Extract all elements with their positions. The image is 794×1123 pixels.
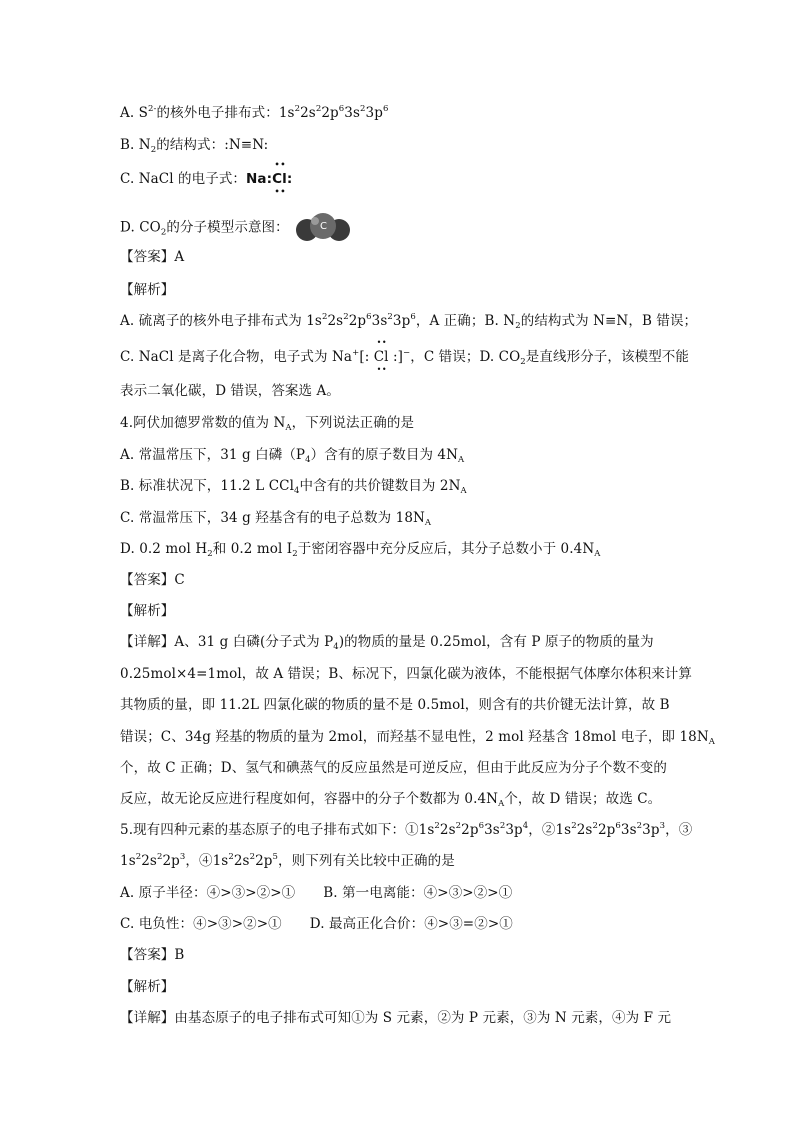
q4-detail-3: 其物质的量，即 11.2L 四氯化碳的物质的量不是 0.5mol，则含有的共价键无法计算，故 B: [120, 697, 670, 713]
q3-explanation-2: C. NaCl 是离子化合物，电子式为 Na+ • • [: Cl :] • • −，C 错误；D. $CO_2$是直线形分子，该模型不能: [120, 338, 689, 374]
q5-stem-line-1: 5.现有四种元素的基态原子的电子排布式如下：$①1s^22s^22p^63s^23p^4$，$②1s^22s^22p^63s^23p^3$，③: [120, 821, 693, 838]
q5-option-c: C. 电负性：④>③>②>①: [120, 916, 282, 932]
q4-detail-1: 【详解】A、31 g 白磷(分子式为 $P_4$)的物质的量是 0.25mol，含有 P 原子的物质的量为: [120, 634, 654, 652]
q4-analysis-title: 【解析】: [120, 603, 175, 619]
q3-explanation-3: 表示二氧化碳，D 错误，答案选 A。: [120, 383, 340, 399]
q4-detail-6: 反应，故无论反应进行程度如何，容器中的分子个数都为 $0.4N_A$个，故 D 错误；故选 C。: [120, 791, 662, 809]
q3-option-c: C. NaCl 的电子式：Na: • • Cl • • :: [120, 160, 293, 196]
nacl-electron-formula: Na: • • Cl • • :: [246, 160, 293, 196]
q4-option-a: A. 常温常压下，31 g 白磷$(P_4)$含有的原子数目为 $4N_A$: [120, 447, 465, 465]
q3-explanation-1: A. 硫离子的核外电子排布式为 $1s^22s^22p^63s^23p^6$，A 正确；B. $N_2$的结构式为 N≡N，B 错误；: [120, 312, 698, 331]
co2-model-image: [293, 212, 353, 244]
q5-detail-1: 【详解】由基态原子的电子排布式可知①为 S 元素，②为 P 元素，③为 N 元素，④为 F 元: [120, 1010, 672, 1026]
q4-option-b: B. 标准状况下，11.2 L CCl$_4$中含有的共价键数目为 $2N_A$: [120, 478, 467, 496]
chloride-electron-formula: • • [: Cl :] • •: [359, 338, 403, 374]
q5-options-cd: [120, 914, 513, 934]
q4-option-d: D. 0.2 mol $H_2$和 0.2 mol $I_2$于密闭容器中充分反应后，其分子总数小于 $0.4N_A$: [120, 541, 601, 559]
q5-option-b: B. 第一电离能：④>③>②>①: [323, 885, 513, 901]
q5-answer: 【答案】B: [120, 947, 185, 963]
q4-detail-5: 个，故 C 正确；D、氢气和碘蒸气的反应虽然是可逆反应，但由于此反应为分子个数不变的: [120, 760, 667, 776]
q3-option-d: D. $CO_2$的分子模型示意图： C: [120, 212, 353, 244]
q5-analysis-title: 【解析】: [120, 979, 175, 995]
q5-option-d: D. 最高正化合价：④>③=②>①: [309, 916, 513, 932]
q4-detail-4: 错误；C、34g 羟基的物质的量为 2mol，而羟基不显电性，2 mol 羟基含 18mol 电子，即 $18N_A$: [120, 729, 716, 747]
q5-stem-line-2: $1s^22s^22p^3$，$④1s^22s^22p^5$，则下列有关比较中正确的是: [120, 852, 455, 869]
q5-option-a: A. 原子半径：④>③>②>①: [120, 885, 296, 901]
q3-option-a: A. $S^{2-}$的核外电子排布式：$1s^22s^22p^63s^23p^6$: [120, 104, 389, 121]
q4-answer: 【答案】C: [120, 572, 185, 588]
q4-detail-2: 0.25mol×4=1mol，故 A 错误；B、标况下，四氯化碳为液体，不能根据气体摩尔体积来计算: [120, 666, 693, 682]
q4-stem: 4.阿伏加德罗常数的值为 $N_A$，下列说法正确的是: [120, 415, 415, 433]
q4-option-c: C. 常温常压下，34 g 羟基含有的电子总数为 $18N_A$: [120, 510, 432, 528]
q5-options-ab: [120, 883, 512, 903]
q3-option-b: B. $N_2$的结构式：:N≡N:: [120, 137, 269, 155]
co2-model-label: C: [320, 221, 328, 232]
q3-analysis-title: 【解析】: [120, 282, 175, 298]
q3-answer: 【答案】A: [120, 249, 185, 265]
